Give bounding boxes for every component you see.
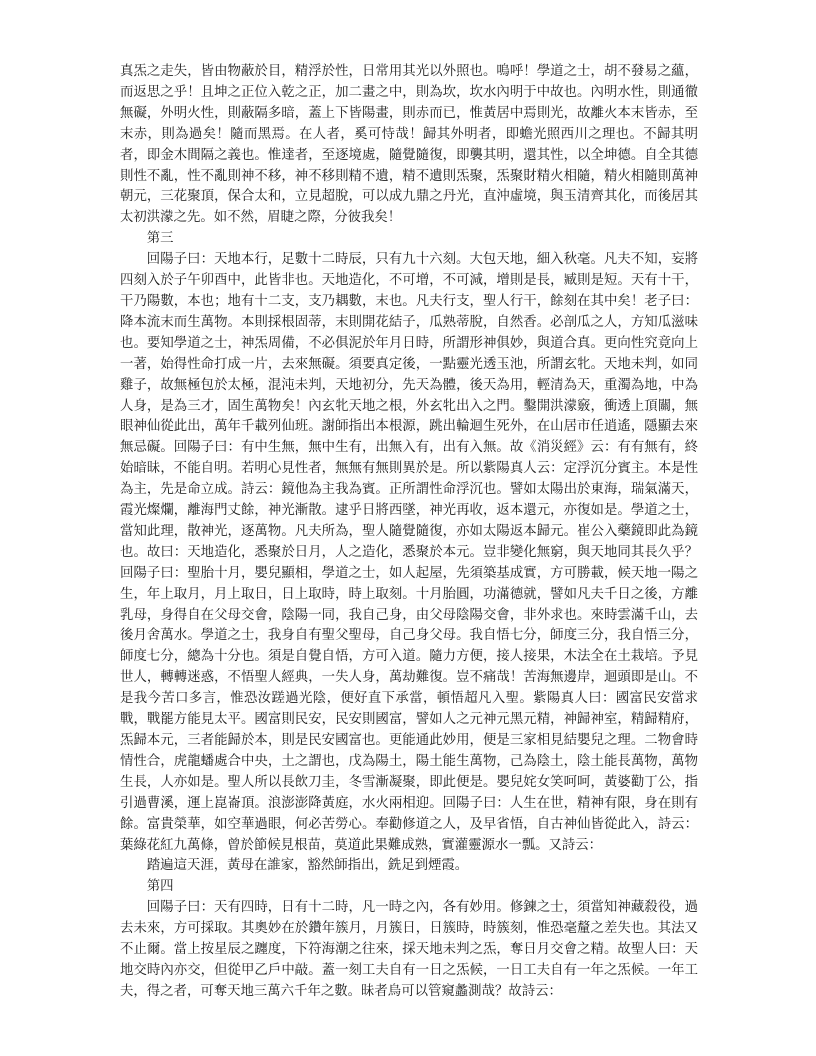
section-heading-fourth: 第四 [146,879,174,895]
paragraph-opening: 真炁之走失，皆由物蔽於目，精浮於性，日常用其光以外照也。嗚呼！學道之士，胡不發易之蘊，而返思之乎！且坤之正位入乾之正，加二畫之中，則為坎，坎水內明于中故也。內明水性，則通徹無礙，外明火性，則蔽隔多暗，蓋上下皆陽畫，則赤而已，惟黃居中焉則光，故離火本末皆赤，至末赤，則為過矣！隨而黑焉。在人者，奚可恃哉！歸其外明者，即蟾光照西川之理也。不歸其明者，即金木間隔之義也。惟達者，至逐境處，隨覺隨復，即襲其明，還其性，以全坤德。自全其德則性不亂，性不亂則神不移，神不移則精不遺，精不遺則炁聚，炁聚財精火相隨，精火相隨則萬神朝元，三花聚頂，保合太和，立見超脫，可以成九鼎之丹光，直沖虛境，與玉清齊其化，而後居其太初洪濛之先。如不然，眉睫之際，分彼我矣！ [120,64,698,226]
poem-line: 踏遍這天涯，黃母在誰家，豁然師指出，銑足到煙霞。 [146,858,469,874]
section-heading-third: 第三 [146,231,174,247]
paragraph-section-three: 回陽子曰：天地本行，足數十二時辰，只有九十六刻。大包天地，細入秋毫。凡夫不知，妄將四刻入於子午卯酉中，此皆非也。天地造化，不可增，不可減，增則是長，臧則是短。天有十干，干乃陽數，本也；地有十二支，支乃耦數，末也。凡夫行支，聖人行干，餘刻在其中矣！老子曰：降本流末而生萬物。本則採根固蒂，末則開花結子，瓜熟蒂脫，自然香。必剖瓜之人，方知瓜滋味也。要知學道之士，神炁周備，不必俱泥於年月日時，所謂形神俱妙，與道合真。更向性究竟向上一著，始得性命打成一片，去來無礙。須要真定後，一點靈光透玉池，所謂玄牝。天地未判，如同雞子，故無極包於太極，混沌未判，天地初分，先天為體，後天為用，輕清為天，重濁為地，中為人身，是為三才，固生萬物矣！內玄牝天地之根，外玄牝出入之門。鑿開洪濛竅，衝透上頂關，無眼神仙從此出，萬年千載列仙班。謝師指出本根源，跳出輪迴生死外，在山居市任逍遙，隱顯去來無忌礙。回陽子曰：有中生無，無中生有，出無入有，出有入無。故《消災經》云：有有無有，終始暗昧，不能自明。若明心見性者，無無有無則異於是。所以紫陽真人云：定浮沉分賓主。本是性為主，先是命立成。詩云：鏡他為主我為賓。正所謂性命浮沉也。譬如太陽出於東海，瑞氣滿天，霞光燦爛，離海門丈餘，神光漸散。逮乎日將西墜，神光再收，返本還元，亦復如是。學道之士，當知此理，散神光，逐萬物。凡夫所為，聖人隨覺隨復，亦如太陽返本歸元。崔公入藥鏡即此為鏡也。故曰：天地造化，悉聚於日月，人之造化，悉聚於本元。豈非變化無窮，與天地同其長久乎？回陽子曰：聖胎十月，嬰兒顯相，學道之士，如人起屋，先須築基成實，方可勝載，候天地一陽之生，年上取月，月上取日，日上取時，時上取刻。十月胎圓，功滿德就，譬如凡夫千日之後，方離乳母，身得自在父母交會，陰陽一同，我自己身，由父母陰陽交會，非外求也。來時雲滿千山，去後月舍萬水。學道之士，我身自有聖父聖母，自己身父母。我自悟七分，師度三分，我自悟三分，師度七分，總為十分也。須是自覺自悟，方可入道。隨力方便，接人接果，木法全在土栽培。予見世人，轉轉迷惑，不悟聖人經典，一失人身，萬劫難復。豈不痛哉！苦海無邊岸，迴頭即是山。不是我今苦口多言，惟恐汝蹉過光陰，便好直下承當，頓悟超凡入聖。紫陽真人曰：國富民安當求戰，戰罷方能見太平。國富則民安，民安則國富，譬如人之元神元黑元精，神歸神室，精歸精府，炁歸本元，三者能歸於本，則是民安國富也。更能通此妙用，便是三家相見結嬰兒之理。二物會時情性合，虎龍蟠處合中央，土之謂也，戊為陽土，陽土能生萬物，己為陰土，陰土能長萬物，萬物生長，人亦如是。聖人所以長飲刀圭，冬雪漸凝聚，即此便是。嬰兒姹女笑呵呵，黃婆勸丁公，指引過曹溪，運上崑崙頂。浪澎澎降黃庭，水火兩相迎。回陽子曰：人生在世，精神有限，身在則有餘。富貴榮華，如空華過眼，何必苦勞心。奉勸修道之人，及早省悟，自古神仙皆從此入，詩云：葉綠花紅九萬條，曾於節候見根苗，莫道此果難成熟，實灌靈源水一瓢。又詩云： [120,252,698,853]
document-page [120,62,698,1003]
paragraph-section-four: 回陽子曰：天有四時，日有十二時，凡一時之內，各有妙用。修鍊之士，須當知神藏殺役，過去未來，方可採取。其奧妙在於鑽年簇月，月簇日，日簇時，時簇刻，惟恐毫釐之差失也。其法又不止爾。當上按星辰之躔度，下符海潮之往來，採天地未判之炁，奪日月交會之精。故聖人曰：天地交時內亦交，但從甲乙戶中敲。蓋一刻工夫自有一日之炁候，一日工夫自有一年之炁候。一年工夫，得之者，可奪天地三萬六千年之數。昧者烏可以管窺蠡測哉？故詩云： [120,900,698,999]
